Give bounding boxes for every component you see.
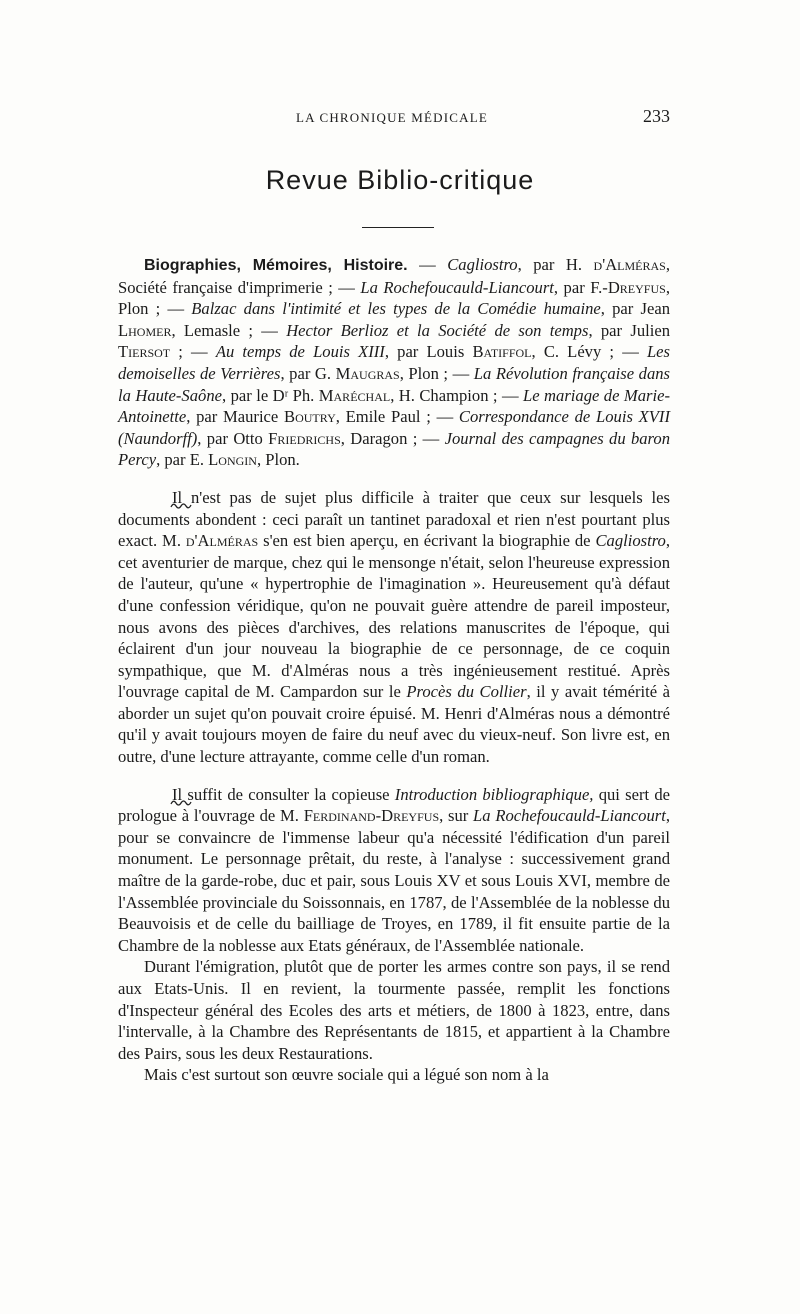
author-name: d'Alméras: [593, 255, 666, 274]
title-rule: [362, 227, 434, 228]
text-run: , par Otto: [197, 428, 269, 448]
text-run: Il n'est pas de sujet plus difficile à traiter que ceux sur lesquels les documents abondent : ceci paraît un tantinet paradoxal et rien n'est pourtant plus exact. M.: [118, 487, 670, 551]
book-title: Journal des campagnes du baron Percy: [118, 428, 670, 470]
author-name: Batiffol: [472, 342, 532, 362]
text-run: , C. Lévy ; —: [531, 342, 647, 362]
text-run: , il y avait témérité à aborder un sujet qu'on pouvait croire épuisé. M. Henri d'Alméras nous a démontré qu'il y avait toujours moyen de faire du neuf avec du vieux-neuf. Son livre est, en outre, d'une lecture attrayante, comme celle d'un roman.: [118, 682, 670, 767]
text-run: , Lemasle ; —: [171, 320, 287, 340]
review-paragraph-emigration: [118, 956, 670, 1064]
author-name: Maugras: [335, 363, 400, 383]
text-run: , Plon ; —: [399, 363, 474, 383]
spacer: [118, 768, 670, 784]
section-title: Revue Biblio-critique: [265, 165, 535, 195]
review-paragraph-liancourt: [118, 784, 670, 957]
text-run: , par le Dʳ Ph.: [221, 385, 319, 405]
article-body: [118, 254, 670, 1086]
spacer: [118, 471, 670, 487]
book-title: Hector Berlioz et la Société de son temps: [286, 320, 589, 340]
text-run: , Plon.: [256, 450, 300, 470]
text-run: s'en est bien aperçu, en écrivant la biographie de: [258, 531, 596, 551]
bibliography-heading: Biographies, Mémoires, Histoire.: [144, 257, 408, 274]
book-title: Cagliostro: [447, 255, 518, 274]
book-title: La Rochefoucauld-Liancourt: [473, 806, 666, 826]
book-title: Les demoiselles de Verrières: [118, 342, 670, 383]
book-title: Correspondance de Louis XVII (Naundorff): [118, 407, 670, 448]
text-run: , par Jean: [600, 299, 670, 319]
text-run: , Plon ; —: [118, 277, 670, 319]
author-name: Tiersot: [118, 342, 171, 362]
text-run: , par Maurice: [186, 407, 285, 427]
text-run: , par Julien: [588, 320, 670, 340]
text-run: Durant l'émigration, plutôt que de porter les armes contre son pays, il se rend aux Etats-Unis. Il en revient, la tourmente passée, remplit les fonctions d'Inspecteur général des Ecoles des arts et métiers, de 1800 à 1823, entre, dans l'intervalle, à la Chambre des Représentants de 1815, et appartient à la Chambre des Pairs, sous les deux Restaurations.: [118, 957, 670, 1063]
text-run: , pour se convaincre de l'immense labeur qu'a nécessité l'édification d'un pareil monument. Le personnage prêtait, du reste, à l'analyse : successivement grand maître de la garde-robe, duc et pair, sous Louis XV et sous Louis XVI, membre de l'Assemblée provinciale du Soissonnais, en 1787, de l'Assemblée de la noblesse du Beauvoisis et de celle du bailliage de Troyes, en 1789, il fit ensuite partie de la Chambre de la noblesse aux Etats généraux, de l'Assemblée nationale.: [118, 806, 670, 955]
text-run: Mais c'est surtout son œuvre sociale qui a légué son nom à la: [144, 1065, 549, 1085]
text-run: , Daragon ; —: [340, 428, 445, 448]
text-run: Il suffit de consulter la copieuse: [172, 784, 395, 804]
text-run: , H. Champion ; —: [390, 385, 524, 405]
book-title: Le mariage de Marie-Antoinette: [118, 385, 670, 427]
text-run: , cet aventurier de marque, chez qui le mensonge n'était, selon l'heureuse expression de l'auteur, qu'une « hypertrophie de l'imagination ». Heureusement qu'à défaut d'une confession véridique, qu'on ne pouvait guère attendre de pareil imposteur, nous avons des pièces d'archives, des relations manuscrites de l'époque, qui éclairent d'un jour nouveau la biographie de ce personnage, de ce coquin sympathique, que M. d'Alméras nous a très ingénieusement restitué. Après l'ouvrage capital de M. Campardon sur le: [118, 531, 670, 702]
text-run: , sur: [439, 806, 474, 826]
text-run: , par Louis: [384, 342, 473, 362]
text-run: , par H.: [517, 255, 594, 274]
author-name: Longin: [208, 450, 257, 470]
text-run: , par F.-: [553, 277, 608, 297]
author-name: Maréchal: [318, 385, 391, 405]
author-name: Dreyfus: [607, 277, 666, 297]
page-number: 233: [643, 106, 670, 126]
book-title: Cagliostro: [595, 531, 666, 551]
review-paragraph-social-work: [118, 1064, 670, 1086]
book-title: La Rochefoucauld-Liancourt: [360, 277, 554, 297]
book-title: Balzac dans l'intimité et les types de la Comédie humaine: [191, 299, 601, 319]
tilde-ornament-icon: [144, 791, 166, 801]
tilde-ornament-icon: [144, 494, 166, 504]
page-header: [118, 106, 670, 130]
running-title: LA CHRONIQUE MÉDICALE: [296, 110, 489, 125]
review-paragraph-cagliostro: [118, 487, 670, 768]
author-name: d'Alméras: [185, 531, 259, 551]
text-run: , Emile Paul ; —: [335, 407, 459, 427]
text-run: , Société française d'imprimerie ; —: [118, 255, 671, 297]
book-title: Introduction bibliographique,: [394, 784, 594, 804]
book-title: La Révolution française dans la Haute-Saône: [118, 363, 670, 405]
book-title: Procès du Collier: [406, 682, 527, 702]
book-title: Au temps de Louis XIII: [215, 342, 385, 362]
text-run: , par G.: [280, 363, 336, 383]
author-name: Lhomer: [118, 320, 172, 340]
text-run: —: [407, 255, 448, 274]
author-name: Boutry: [284, 407, 336, 427]
text-run: qui sert de prologue à l'ouvrage de M.: [118, 784, 670, 826]
bibliography-list: [118, 254, 670, 471]
author-name: Friedrichs: [268, 428, 341, 448]
text-run: ; —: [170, 342, 216, 362]
author-name: Ferdinand-Dreyfus: [303, 806, 440, 826]
text-run: , par E.: [156, 450, 209, 470]
